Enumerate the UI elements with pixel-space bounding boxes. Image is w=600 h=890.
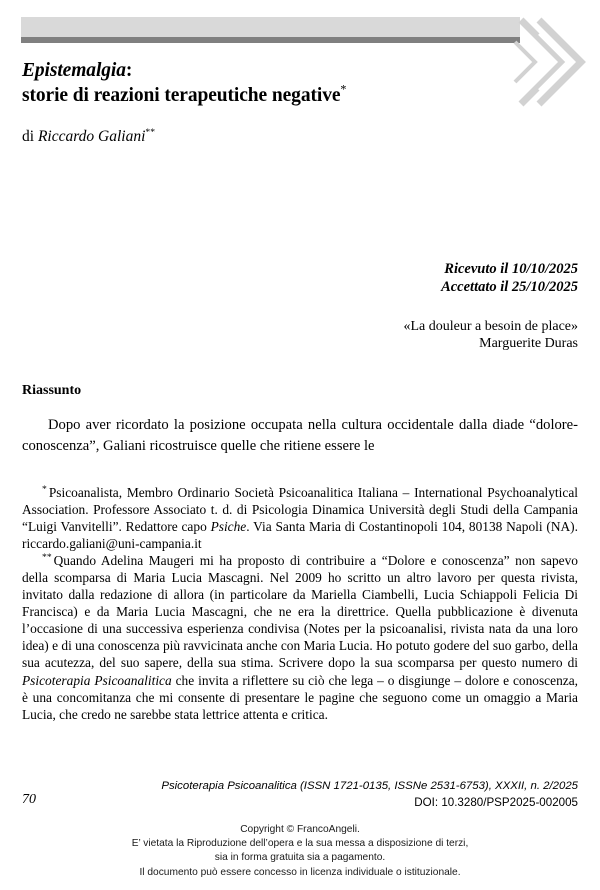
footnote-text-part2: che invita a riflettere su ciò che lega – o disgiunge – dolore e conoscenza, è una concomitanza che mi consente di presentare le pagine che seguono come un omaggio a Maria Lucia, che credo ne sarebbe stata lettrice attenta e critica. <box>22 672 578 722</box>
subtitle-footnote-mark: * <box>340 82 347 97</box>
header-bar-light <box>21 17 520 37</box>
footnote-italic-run: Psicoterapia Psicoanalitica <box>22 672 172 688</box>
footnote-text-part2: . Via Santa Maria di Costantinopoli 104, 80138 Napoli (NA). riccardo.galiani@uni-campania.it <box>22 519 578 552</box>
title-main-italic: Epistemalgia <box>22 60 126 81</box>
abstract-heading: Riassunto <box>22 383 82 398</box>
copyright-line-3: sia in forma gratuita sia a pagamento. <box>214 852 386 864</box>
footnote-italic-run: Psiche <box>210 519 247 535</box>
footnote-mark: ** <box>42 551 52 563</box>
page-subtitle <box>22 83 578 109</box>
epigraph-quote: «La douleur a besoin de place» <box>403 319 578 334</box>
submission-dates <box>441 260 578 296</box>
copyright-line-1: Copyright © FrancoAngeli. <box>240 824 360 835</box>
date-received: Ricevuto il 10/10/2025 <box>444 261 578 277</box>
byline-prefix: di <box>22 128 38 145</box>
abstract-text: Dopo aver ricordato la posizione occupata nella cultura occidentale dalla diade “dolore-conoscenza”, Galiani ricostruisce quelle che ritiene essere le <box>22 417 578 454</box>
copyright-notice <box>0 823 600 880</box>
footnote-text-part1: Quando Adelina Maugeri mi ha proposto di contribuire a “Dolore e conoscenza” non sapevo della scomparsa di Maria Lucia Mascagni. Nel 2009 ho scritto un altro lavoro per questa rivista, invitato dalla redazione di allora (in particolare da Mariella Ciambelli, Lucia Schiappoli Felicia Di Francisca) e da Maria Lucia Mascagni, che ne era la direttrice. Quella pubblicazione è divenuta l’occasione di una successiva esperienza condivisa (Notes per la psicoanalisi, rivista nata da una loro idea) e di una conoscenza più ravvicinata anche con Maria Lucia. Ho potuto godere del suo garbo, della sua acutezza, del suo sapere, della sua stima. Scrivere dopo la sua scomparsa per questo numero di <box>22 553 578 671</box>
copyright-line-2: E’ vietata la Riproduzione dell’opera e la sua messa a disposizione di terzi, <box>131 838 469 850</box>
footnote-item <box>22 552 578 722</box>
doi-reference: DOI: 10.3280/PSP2025-002005 <box>414 796 578 809</box>
title-colon: : <box>125 60 133 81</box>
header-bar-dark <box>21 37 520 43</box>
epigraph-attribution: Marguerite Duras <box>479 336 578 351</box>
journal-reference: Psicoterapia Psicoanalitica (ISSN 1721-0135, ISSNe 2531-6753), XXXII, n. 2/2025 <box>161 780 578 792</box>
author-footnote-mark: ** <box>145 126 156 138</box>
date-accepted: Accettato il 25/10/2025 <box>441 279 578 295</box>
author-byline <box>22 128 155 146</box>
footnote-item <box>22 484 578 552</box>
subtitle-text: storie di reazioni terapeutiche negative <box>22 85 341 106</box>
page-title <box>22 58 578 83</box>
footnotes-section <box>22 484 578 723</box>
epigraph <box>403 318 578 352</box>
page-number: 70 <box>22 792 36 807</box>
title-block <box>22 58 578 109</box>
copyright-line-4: Il documento può essere concesso in licenza individuale o istituzionale. <box>139 866 461 878</box>
author-name: Riccardo Galiani <box>37 128 146 145</box>
footnote-text-part1: Psicoanalista, Membro Ordinario Società Psicoanalitica Italiana – International Psychoanalytical Association. Professore Associato t. d. di Psicologia Dinamica Università degli Studi della Campania “Luigi Vanvitelli”. Redattore capo <box>22 485 578 535</box>
footnote-mark: * <box>42 483 47 495</box>
